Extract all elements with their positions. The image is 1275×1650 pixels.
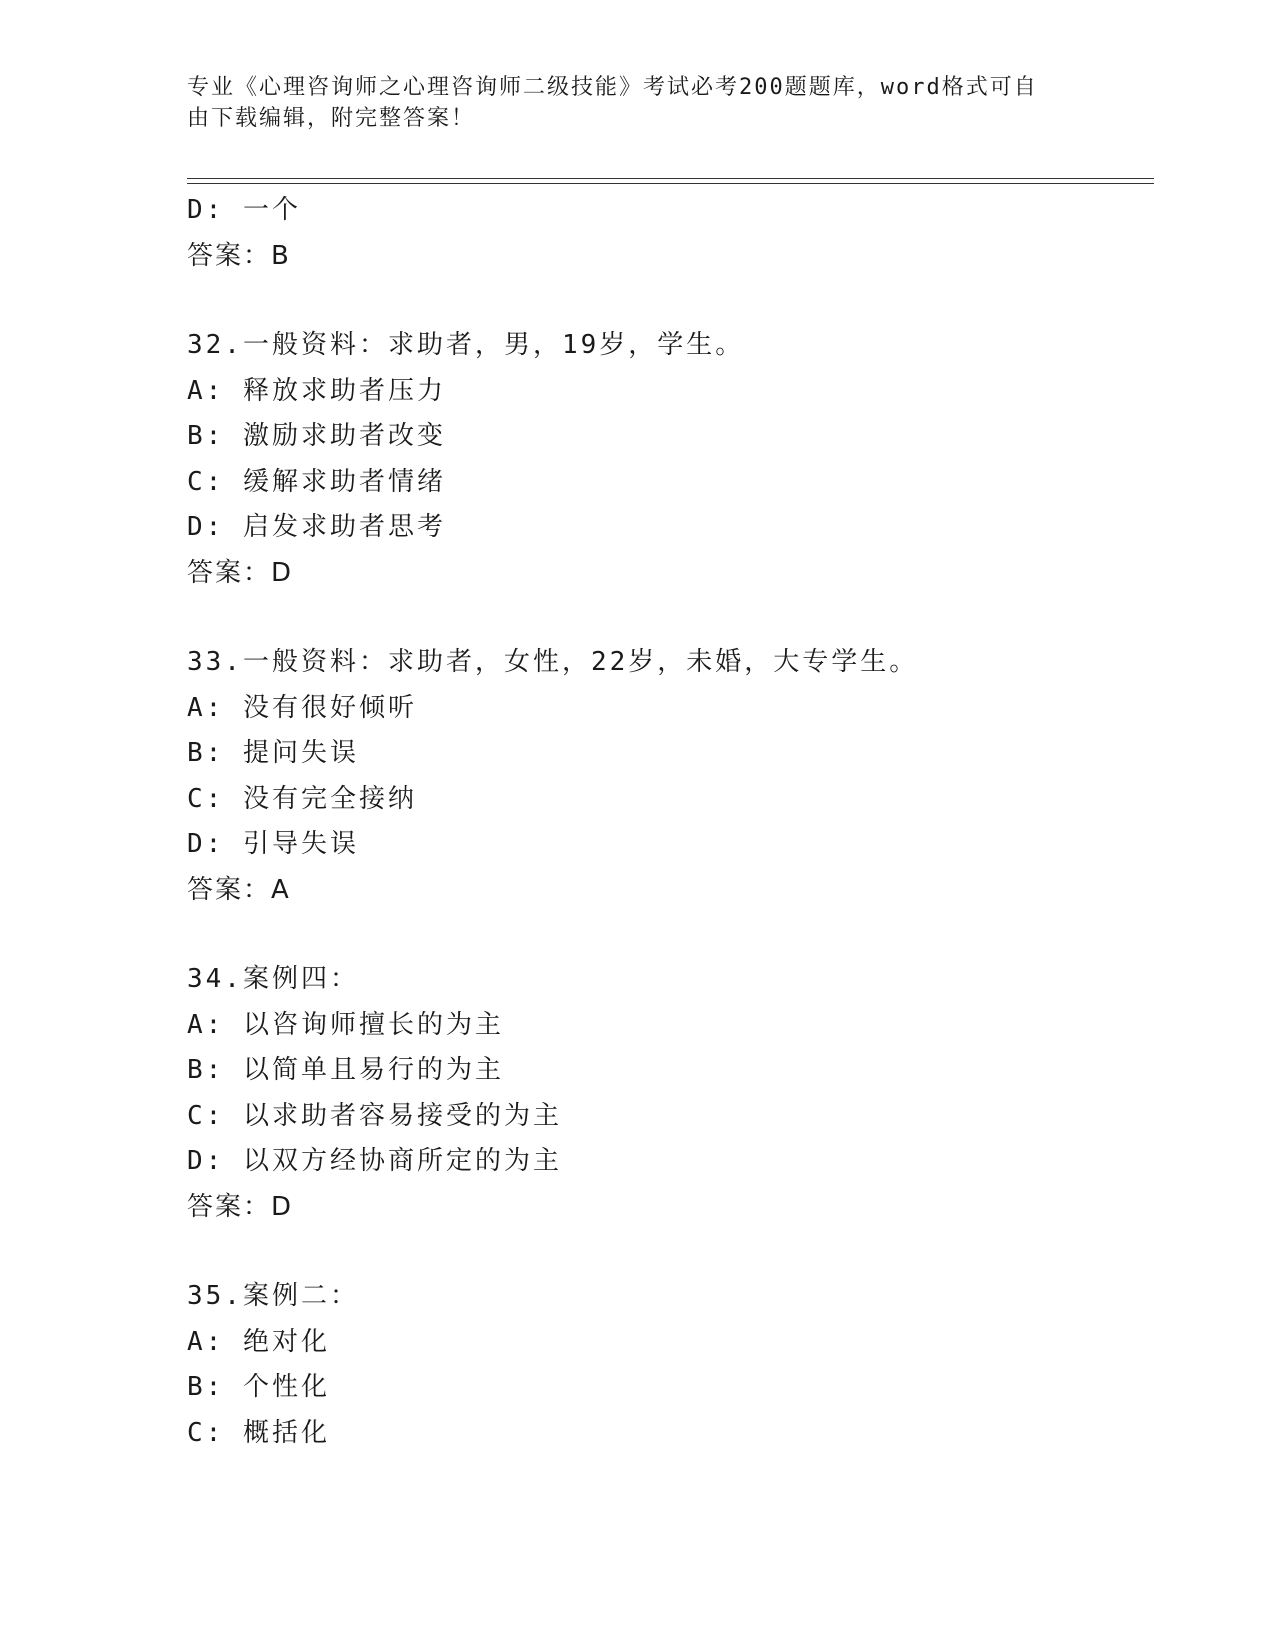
answer-line: 答案：D <box>187 557 294 588</box>
option-b: B: 提问失误 <box>187 738 359 768</box>
option-b: B: 以简单且易行的为主 <box>187 1055 504 1085</box>
question-33 <box>187 640 1147 913</box>
spacer <box>187 1230 1147 1274</box>
question-list <box>187 188 1147 1456</box>
option-c: C: 以求助者容易接受的为主 <box>187 1100 562 1131</box>
question-stem: 35.案例二： <box>187 1281 359 1311</box>
header-line-1: 专业《心理咨询师之心理咨询师二级技能》考试必考200题题库，word格式可自 <box>187 75 1038 100</box>
option-d: D: 一个 <box>187 195 301 225</box>
header-line-2: 由下载编辑，附完整答案！ <box>187 106 476 131</box>
option-a: A: 没有很好倾听 <box>187 692 417 723</box>
question-stem: 33.一般资料：求助者，女性，22岁，未婚，大专学生。 <box>187 647 919 677</box>
spacer <box>187 596 1147 640</box>
option-c: C: 概括化 <box>187 1417 330 1448</box>
question-34 <box>187 957 1147 1230</box>
option-b: B: 个性化 <box>187 1372 330 1402</box>
header-double-rule <box>187 178 1154 184</box>
spacer <box>187 279 1147 323</box>
page-header <box>187 72 1067 134</box>
answer-line: 答案：A <box>187 874 291 905</box>
option-c: C: 缓解求助者情绪 <box>187 466 446 497</box>
question-35 <box>187 1274 1147 1456</box>
question-stem: 34.案例四： <box>187 964 359 994</box>
option-a: A: 以咨询师擅长的为主 <box>187 1009 504 1040</box>
option-b: B: 激励求助者改变 <box>187 421 446 451</box>
answer-line: 答案：D <box>187 1191 294 1222</box>
question-32 <box>187 323 1147 596</box>
option-a: A: 绝对化 <box>187 1326 330 1357</box>
option-c: C: 没有完全接纳 <box>187 783 417 814</box>
question-stem: 32.一般资料：求助者，男，19岁，学生。 <box>187 330 745 360</box>
option-a: A: 释放求助者压力 <box>187 375 446 406</box>
answer-line: 答案：B <box>187 240 291 271</box>
option-d: D: 引导失误 <box>187 829 359 859</box>
spacer <box>187 913 1147 957</box>
option-d: D: 以双方经协商所定的为主 <box>187 1146 562 1176</box>
option-d: D: 启发求助者思考 <box>187 512 446 542</box>
